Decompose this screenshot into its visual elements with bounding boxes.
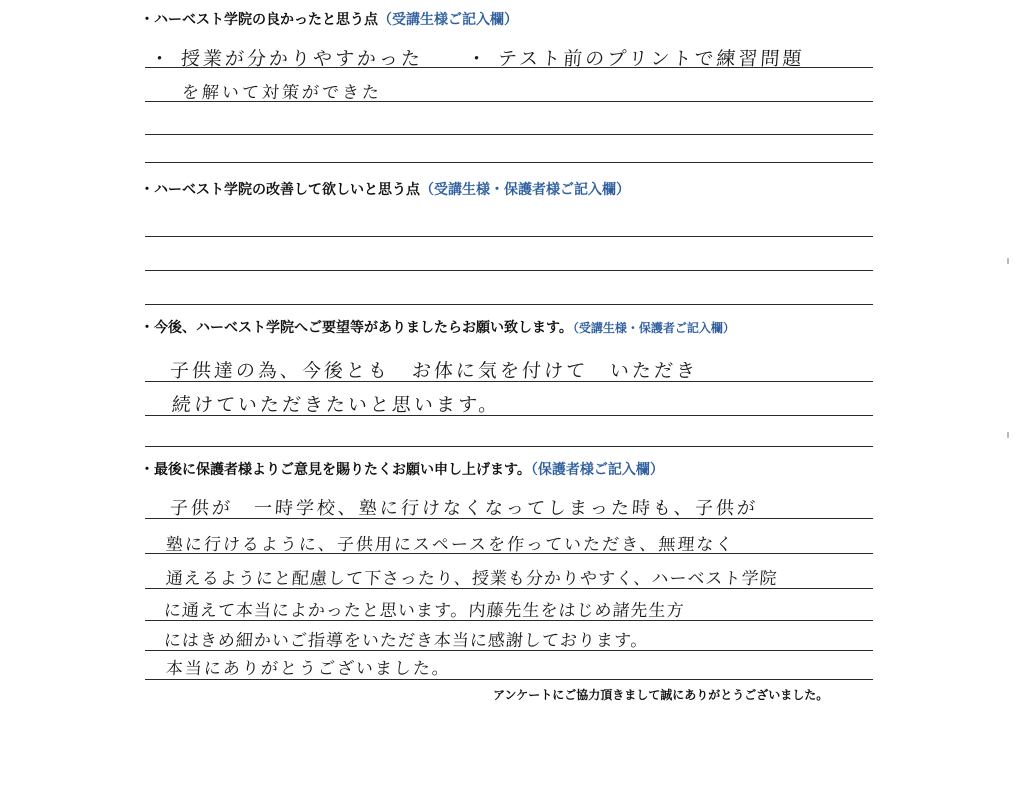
heading-note: （保護者様ご記入欄） — [530, 462, 664, 478]
heading-text: ・最後に保護者様よりご意見を賜りたくお願い申し上げます。 — [140, 462, 531, 478]
ruled-line — [145, 679, 873, 680]
handwritten-answer-line: 子供が 一時学校、塾に行けなくなってしまった時も、子供が — [169, 498, 759, 519]
section-heading — [140, 180, 630, 200]
handwritten-answer-line: 本当にありがとうございました。 — [165, 659, 452, 679]
section-heading — [140, 10, 518, 30]
ruled-line — [145, 270, 873, 271]
handwritten-answer-line: 通えるようにと配慮して下さったり、授業も分かりやすく、ハーベスト学院 — [165, 569, 779, 589]
scan-speck — [1007, 432, 1009, 438]
handwritten-answer-line: 続けていただきたいと思います。 — [171, 394, 502, 416]
heading-text: ・ハーベスト学院の良かったと思う点 — [140, 12, 378, 28]
heading-text: ・今後、ハーベスト学院へご要望等がありましたらお願い致します。 — [140, 320, 573, 336]
section-heading — [140, 460, 664, 480]
heading-note: （受講生様ご記入欄） — [378, 12, 518, 28]
scan-speck — [1007, 258, 1009, 264]
heading-note: （受講生様・保護者様ご記入欄） — [420, 182, 630, 198]
handwritten-answer-line: を解いて対策ができた — [181, 83, 383, 103]
handwritten-answer-line: 子供達の為、今後とも お体に気を付けて いただき — [169, 360, 699, 382]
section-heading — [140, 318, 735, 338]
ruled-line — [145, 134, 873, 135]
handwritten-answer-line: ・ 授業が分かりやすかった ・ テスト前のプリントで練習問題 — [149, 48, 806, 70]
closing-thanks: アンケートにご協力頂きまして誠にありがとうございました。 — [493, 688, 829, 702]
handwritten-answer-line: 塾に行けるように、子供用にスペースを作っていただき、無理なく — [165, 535, 735, 555]
handwritten-answer-line: に通えて本当によかったと思います。内藤先生をはじめ諸先生方 — [163, 601, 686, 621]
heading-text: ・ハーベスト学院の改善して欲しいと思う点 — [140, 182, 420, 198]
ruled-line — [145, 446, 873, 447]
ruled-line — [145, 162, 873, 163]
ruled-line — [145, 304, 873, 305]
heading-note: （受講生様・保護者ご記入欄） — [572, 321, 735, 335]
handwritten-answer-line: にはきめ細かいご指導をいただき本当に感謝しております。 — [163, 631, 650, 651]
ruled-line — [145, 236, 873, 237]
